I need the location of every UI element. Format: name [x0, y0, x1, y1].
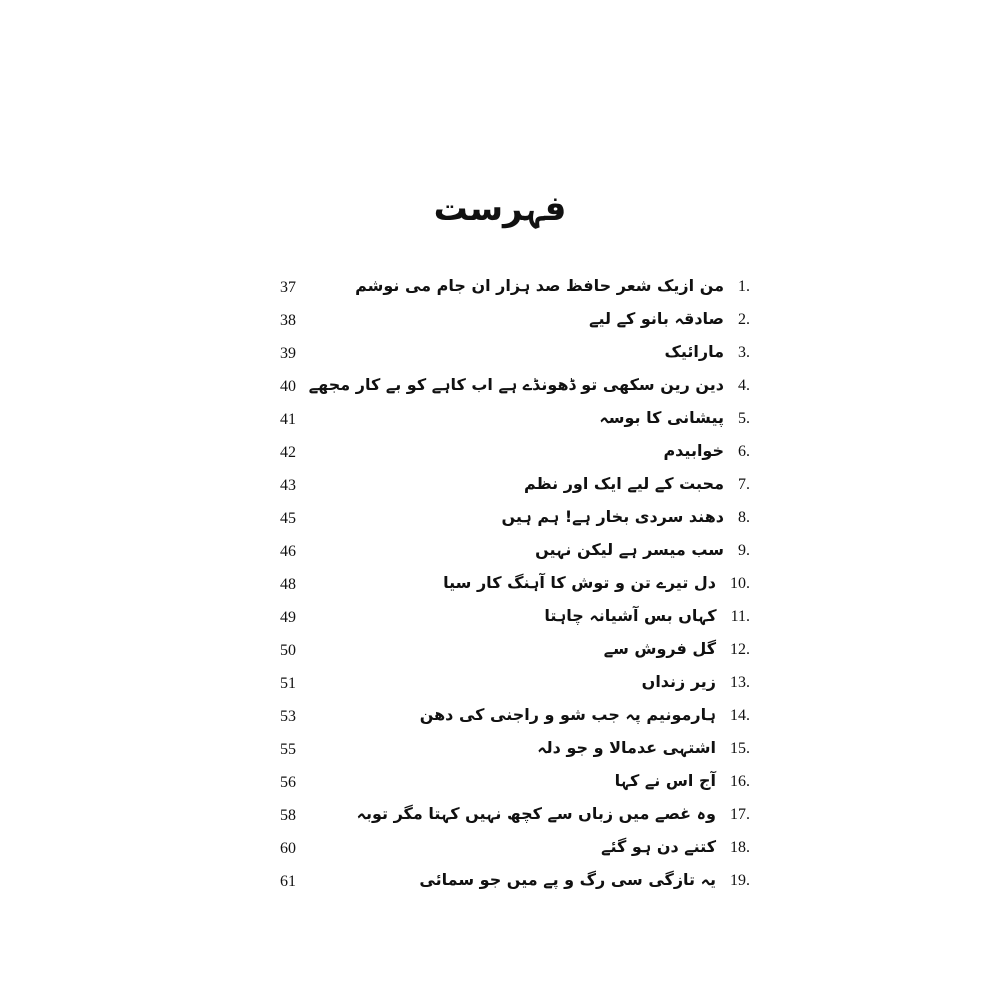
toc-entry-label: [663, 438, 750, 465]
toc-entry-label: [535, 537, 750, 564]
toc-entry: [280, 768, 750, 801]
toc-entry-number: 9.: [738, 542, 750, 559]
toc-entry-number: 2.: [738, 311, 750, 328]
toc-entry: [280, 735, 750, 768]
toc-page-number: 39: [280, 345, 296, 362]
toc-entry: [280, 405, 750, 438]
toc-entry-label: [601, 834, 750, 861]
page-title: فہرست: [433, 189, 567, 229]
toc-page-number: 51: [280, 675, 296, 692]
toc-entry: [280, 834, 750, 867]
toc-entry-number: 16.: [730, 773, 750, 790]
toc-page-number: 53: [280, 708, 296, 725]
toc-entry-number: 12.: [730, 641, 750, 658]
toc-entry: [280, 570, 750, 603]
toc-entry-number: 6.: [738, 443, 750, 460]
toc-entry-label: [419, 867, 750, 894]
toc-entry-title: کتنے دن ہو گئے: [601, 837, 716, 856]
toc-entry: [280, 372, 750, 405]
toc-entry: [280, 801, 750, 834]
toc-entry-number: 7.: [738, 476, 750, 493]
toc-entry-title: پیشانی کا بوسہ: [599, 408, 724, 427]
toc-entry-label: [604, 636, 750, 663]
toc-entry-label: [355, 273, 750, 300]
toc-page-number: 55: [280, 741, 296, 758]
toc-page-number: 56: [280, 774, 296, 791]
toc-entry-title: خوابیدم: [663, 441, 724, 460]
toc-page-number: 50: [280, 642, 296, 659]
toc-page-number: 49: [280, 609, 296, 626]
toc-entry-label: [589, 306, 750, 333]
toc-entry-title: ہارمونیم پہ جب شو و راجنی کی دھن: [419, 705, 716, 724]
toc-entry-title: محبت کے لیے ایک اور نظم: [523, 474, 724, 493]
toc-entry: [280, 867, 750, 900]
toc-page-number: 48: [280, 576, 296, 593]
toc-entry-label: [501, 504, 750, 531]
toc-entry-label: [544, 603, 750, 630]
toc-entry-number: 10.: [730, 575, 750, 592]
toc-entry-title: دل تیرے تن و توش کا آہنگ کار سیا: [443, 573, 716, 592]
toc-page-number: 41: [280, 411, 296, 428]
toc-entry-title: زیر زنداں: [641, 672, 716, 691]
toc-entry-title: دھند سردی بخار ہے! ہم ہیں: [501, 507, 724, 526]
toc-entry-number: 5.: [738, 410, 750, 427]
toc-page-number: 45: [280, 510, 296, 527]
toc-entry: [280, 669, 750, 702]
toc-page-number: 40: [280, 378, 296, 395]
toc-entry-title: مارائیک: [664, 342, 724, 361]
toc-entry: [280, 504, 750, 537]
toc-entry: [280, 603, 750, 636]
toc-entry-title: گل فروش سے: [603, 639, 716, 658]
toc-entry-title: دین رین سکھی تو ڈھونڈے ہے اب کاہے کو بے کار مجھے: [308, 375, 724, 394]
toc-entry-label: [664, 339, 750, 366]
toc-entry-number: 4.: [738, 377, 750, 394]
toc-entry-title: سب میسر ہے لیکن نہیں: [535, 540, 724, 559]
toc-entry-title: صادقہ بانو کے لیے: [589, 309, 724, 328]
toc-page-number: 43: [280, 477, 296, 494]
toc-page-number: 37: [280, 279, 296, 296]
toc-entry-title: یہ تازگی سی رگ و پے میں جو سمائی: [419, 870, 716, 889]
toc-entry-title: اشتہی عدمالا و جو دلہ: [537, 738, 716, 757]
toc-page-number: 61: [280, 873, 296, 890]
toc-entry-label: [599, 405, 750, 432]
toc-entry-number: 17.: [730, 806, 750, 823]
toc-entry-title: کہاں بس آشیانہ چاہتا: [544, 606, 717, 625]
toc-entry-number: 3.: [738, 344, 750, 361]
toc-entry-number: 11.: [730, 608, 750, 625]
toc-entry-label: [537, 735, 750, 762]
toc-entry-title: آج اس نے کہا: [614, 771, 716, 790]
toc-page-number: 58: [280, 807, 296, 824]
toc-entry: [280, 306, 750, 339]
toc-entry-label: [642, 669, 750, 696]
toc-entry-number: 1.: [738, 278, 750, 295]
toc-entry-title: وہ غصے میں زباں سے کچھ نہیں کہتا مگر توبہ: [356, 804, 716, 823]
toc-page-number: 46: [280, 543, 296, 560]
toc-entry-number: 18.: [730, 839, 750, 856]
toc-entry-title: من ازیک شعر حافظ صد ہزار ان جام می نوشم: [355, 276, 724, 295]
table-of-contents: [280, 273, 750, 900]
toc-entry-number: 13.: [730, 674, 750, 691]
toc-entry-number: 19.: [730, 872, 750, 889]
toc-page-number: 42: [280, 444, 296, 461]
toc-entry: [280, 537, 750, 570]
toc-entry-label: [615, 768, 750, 795]
toc-entry-number: 14.: [730, 707, 750, 724]
toc-entry-label: [443, 570, 750, 597]
toc-entry: [280, 339, 750, 372]
toc-entry-label: [524, 471, 750, 498]
toc-page-number: 38: [280, 312, 296, 329]
toc-entry: [280, 273, 750, 306]
toc-entry: [280, 636, 750, 669]
toc-entry: [280, 438, 750, 471]
toc-page-number: 60: [280, 840, 296, 857]
toc-entry-label: [420, 702, 750, 729]
toc-entry-number: 8.: [738, 509, 750, 526]
toc-entry: [280, 471, 750, 504]
toc-entry: [280, 702, 750, 735]
toc-entry-number: 15.: [730, 740, 750, 757]
toc-entry-label: [357, 801, 750, 828]
toc-entry-label: [309, 372, 750, 399]
